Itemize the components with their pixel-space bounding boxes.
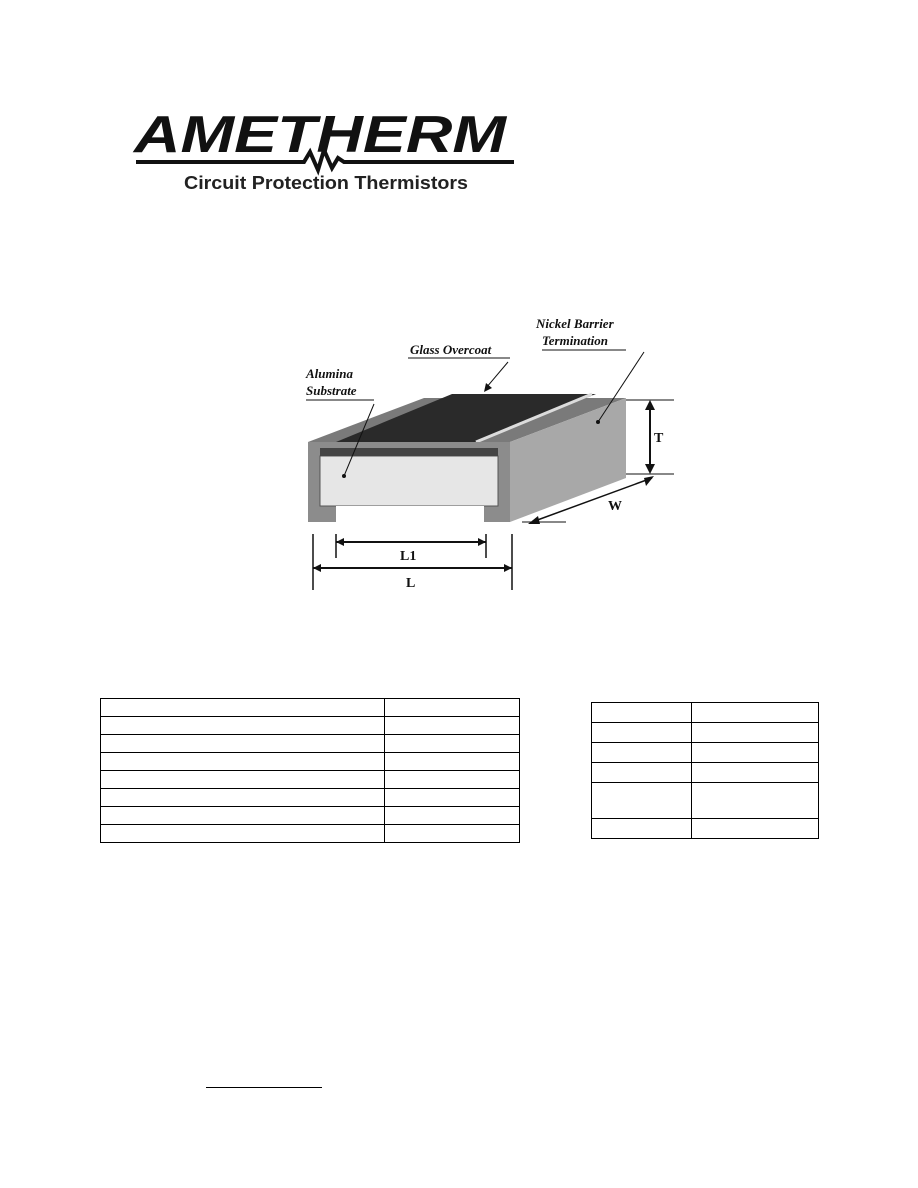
- table-cell: [592, 743, 692, 763]
- label-alumina: Alumina: [306, 366, 353, 381]
- table-row: [101, 807, 520, 825]
- dimensions-table-right: [591, 702, 819, 839]
- table-cell: [385, 699, 520, 717]
- table-cell: [385, 825, 520, 843]
- table-cell: [385, 753, 520, 771]
- table-cell: [691, 703, 818, 723]
- table-cell: [592, 723, 692, 743]
- table-row: [101, 771, 520, 789]
- table-row: [101, 717, 520, 735]
- table-cell: [101, 789, 385, 807]
- table-cell: [385, 771, 520, 789]
- dimension-l1: L1: [400, 549, 417, 564]
- table-row: [592, 703, 819, 723]
- table-cell: [101, 825, 385, 843]
- table-row: [101, 789, 520, 807]
- table-cell: [385, 717, 520, 735]
- dimension-l: L: [406, 576, 416, 591]
- specifications-table-left: [100, 698, 520, 843]
- dimension-w: W: [608, 499, 622, 514]
- label-nickel-barrier: Nickel Barrier: [536, 316, 614, 331]
- table-cell: [101, 753, 385, 771]
- table-cell: [385, 789, 520, 807]
- table-row: [592, 819, 819, 839]
- table-cell: [691, 743, 818, 763]
- table-row: [592, 783, 819, 819]
- table-cell: [101, 699, 385, 717]
- table-cell: [101, 807, 385, 825]
- logo-brand: AMETHERM: [132, 108, 509, 164]
- table-cell: [691, 763, 818, 783]
- table-cell: [691, 819, 818, 839]
- ametherm-logo: [132, 108, 522, 198]
- table-cell: [592, 819, 692, 839]
- label-substrate: Substrate: [306, 383, 357, 398]
- footnote-separator: [206, 1087, 322, 1088]
- logo-tagline: Circuit Protection Thermistors: [184, 173, 468, 193]
- table-row: [101, 735, 520, 753]
- label-glass-overcoat: Glass Overcoat: [410, 342, 492, 357]
- table-cell: [592, 783, 692, 819]
- table-row: [101, 825, 520, 843]
- table-cell: [385, 735, 520, 753]
- dimension-t: T: [654, 431, 664, 446]
- label-termination: Termination: [542, 333, 608, 348]
- table-cell: [592, 763, 692, 783]
- table-cell: [101, 735, 385, 753]
- table-cell: [385, 807, 520, 825]
- table-row: [592, 743, 819, 763]
- table-row: [101, 753, 520, 771]
- table-cell: [691, 723, 818, 743]
- table-row: [592, 723, 819, 743]
- chip-component-diagram: [296, 308, 686, 593]
- table-cell: [592, 703, 692, 723]
- table-cell: [101, 717, 385, 735]
- table-cell: [101, 771, 385, 789]
- table-row: [101, 699, 520, 717]
- table-row: [592, 763, 819, 783]
- alumina-substrate: [320, 456, 498, 506]
- table-cell: [691, 783, 818, 819]
